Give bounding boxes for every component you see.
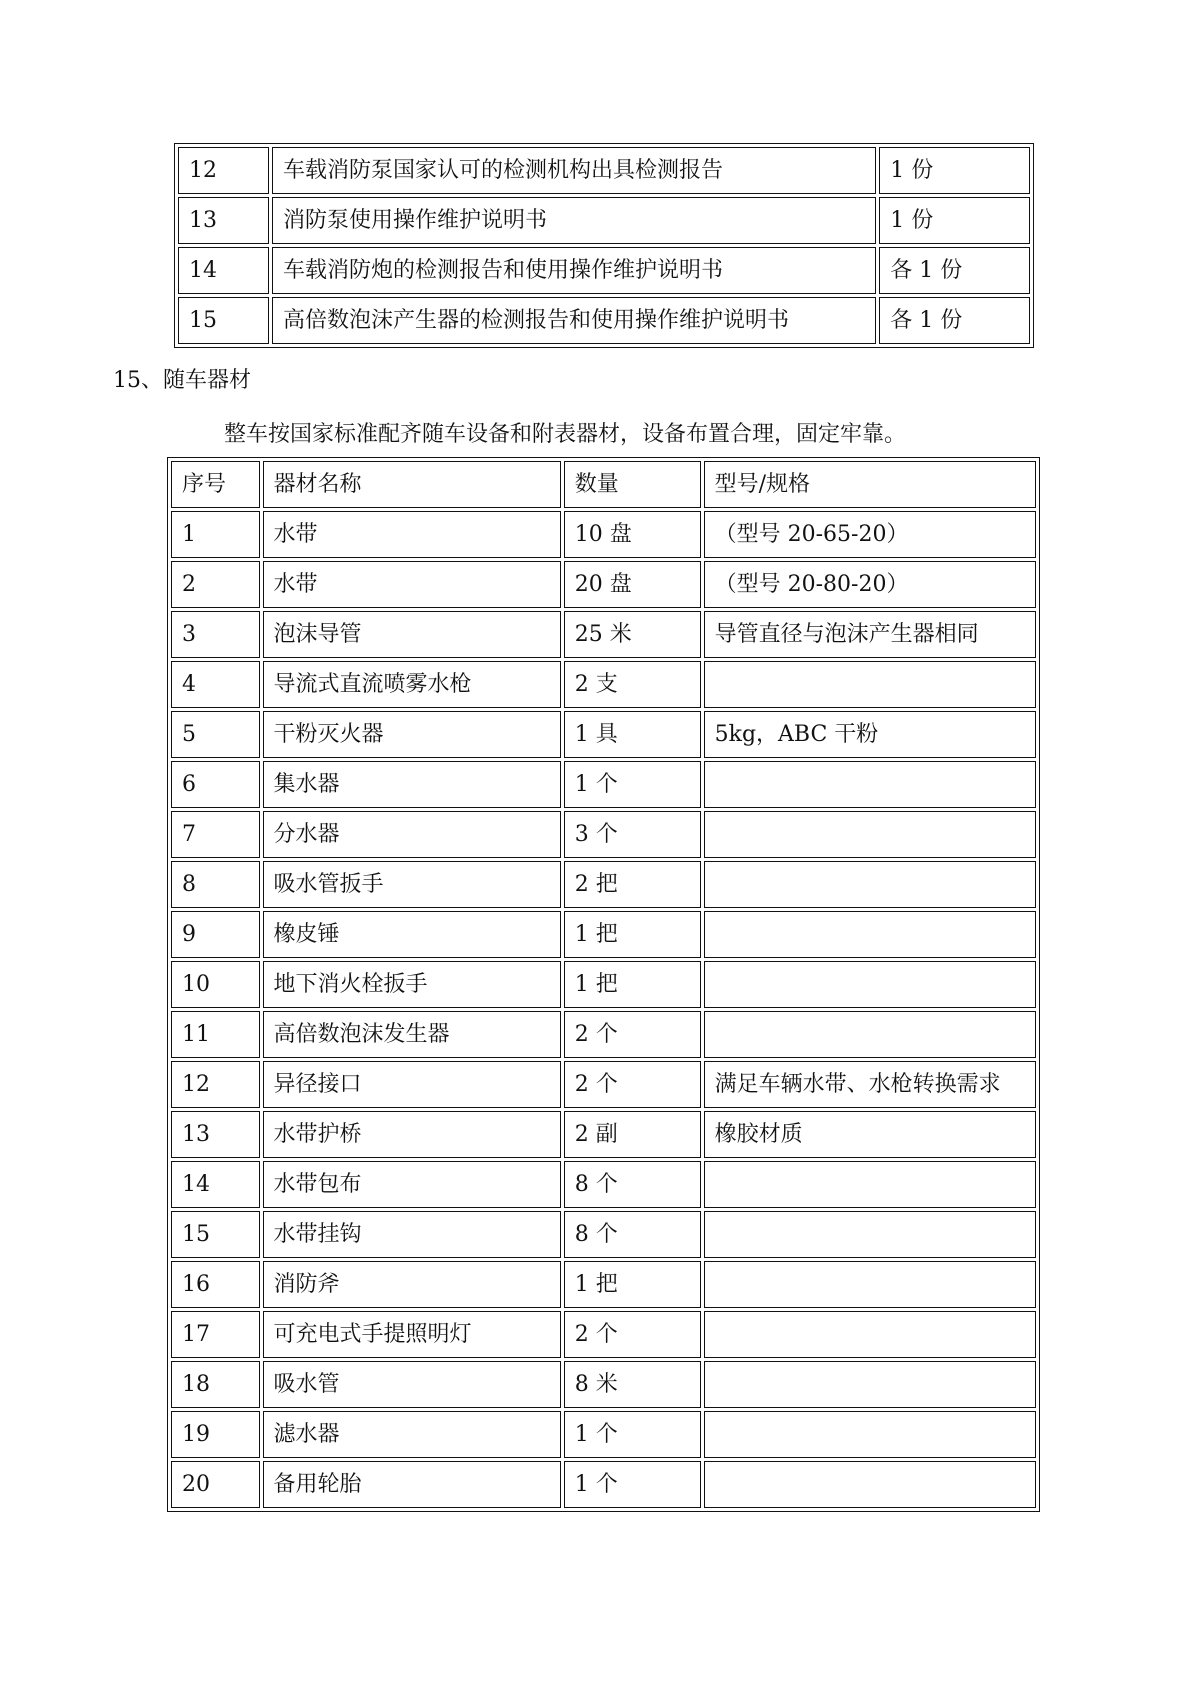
table-cell [704, 911, 1036, 958]
table-cell: 1 份 [879, 147, 1030, 194]
table-cell: 14 [178, 247, 269, 294]
table-cell: 导管直径与泡沫产生器相同 [704, 611, 1036, 658]
table-row [171, 811, 1036, 858]
table-cell: 橡胶材质 [704, 1111, 1036, 1158]
table-cell: 泡沫导管 [263, 611, 561, 658]
table-cell [704, 1311, 1036, 1358]
table-cell: 17 [171, 1311, 260, 1358]
table-cell: 1 把 [564, 911, 701, 958]
table-cell: 10 盘 [564, 511, 701, 558]
table-cell: 2 [171, 561, 260, 608]
table-cell: 吸水管 [263, 1361, 561, 1408]
table-row [171, 1061, 1036, 1108]
table-header-row [171, 461, 1036, 508]
table-cell: 3 个 [564, 811, 701, 858]
table-cell [704, 761, 1036, 808]
table-cell: 12 [171, 1061, 260, 1108]
table-cell: 1 把 [564, 1261, 701, 1308]
table-cell: 吸水管扳手 [263, 861, 561, 908]
table-cell: 集水器 [263, 761, 561, 808]
table-cell: 2 个 [564, 1011, 701, 1058]
table-cell: 5 [171, 711, 260, 758]
table-cell: 可充电式手提照明灯 [263, 1311, 561, 1358]
table-cell: 13 [171, 1111, 260, 1158]
table-cell: 19 [171, 1411, 260, 1458]
table-cell: 8 个 [564, 1211, 701, 1258]
table-cell: 18 [171, 1361, 260, 1408]
table-cell: 型号/规格 [704, 461, 1036, 508]
table-cell: 各 1 份 [879, 247, 1030, 294]
table-cell: 1 份 [879, 197, 1030, 244]
table-cell: 15 [178, 297, 269, 344]
table-cell: 8 米 [564, 1361, 701, 1408]
table-cell: 10 [171, 961, 260, 1008]
table-cell: 9 [171, 911, 260, 958]
table-cell [704, 1161, 1036, 1208]
section-heading: 15、随车器材 [113, 368, 251, 393]
table-cell: 高倍数泡沫产生器的检测报告和使用操作维护说明书 [272, 297, 876, 344]
table-cell: 5kg，ABC 干粉 [704, 711, 1036, 758]
table-cell: 6 [171, 761, 260, 808]
table-cell: 13 [178, 197, 269, 244]
table-cell [704, 661, 1036, 708]
table-cell [704, 1411, 1036, 1458]
table-cell: 2 支 [564, 661, 701, 708]
table-cell: 各 1 份 [879, 297, 1030, 344]
table-row [171, 1311, 1036, 1358]
table-cell: 地下消火栓扳手 [263, 961, 561, 1008]
table-row [178, 147, 1030, 194]
table-cell: 橡皮锤 [263, 911, 561, 958]
table-cell: 干粉灭火器 [263, 711, 561, 758]
table-row [171, 1211, 1036, 1258]
equipment-table-body [171, 461, 1036, 1508]
table-cell: 15 [171, 1211, 260, 1258]
document-list-body [178, 147, 1030, 344]
table-cell: 2 个 [564, 1061, 701, 1108]
table-cell: 消防斧 [263, 1261, 561, 1308]
table-row [171, 1161, 1036, 1208]
table-cell: 1 [171, 511, 260, 558]
table-cell: 4 [171, 661, 260, 708]
table-cell: 1 个 [564, 1461, 701, 1508]
table-cell: 数量 [564, 461, 701, 508]
table-cell: 异径接口 [263, 1061, 561, 1108]
table-row [178, 197, 1030, 244]
table-cell: 滤水器 [263, 1411, 561, 1458]
table-row [178, 247, 1030, 294]
table-cell [704, 811, 1036, 858]
table-cell: （型号 20-80-20） [704, 561, 1036, 608]
table-cell: 分水器 [263, 811, 561, 858]
table-cell [704, 1261, 1036, 1308]
table-row [171, 611, 1036, 658]
table-cell: 满足车辆水带、水枪转换需求 [704, 1061, 1036, 1108]
table-cell [704, 861, 1036, 908]
table-cell [704, 1361, 1036, 1408]
table-cell: 3 [171, 611, 260, 658]
table-cell: 高倍数泡沫发生器 [263, 1011, 561, 1058]
table-cell: 备用轮胎 [263, 1461, 561, 1508]
table-row [171, 1261, 1036, 1308]
table-row [171, 861, 1036, 908]
table-cell: 25 米 [564, 611, 701, 658]
table-cell: 14 [171, 1161, 260, 1208]
table-cell: 车载消防炮的检测报告和使用操作维护说明书 [272, 247, 876, 294]
table-cell: 1 把 [564, 961, 701, 1008]
table-cell: （型号 20-65-20） [704, 511, 1036, 558]
table-cell [704, 1461, 1036, 1508]
table-cell: 1 具 [564, 711, 701, 758]
table-row [171, 561, 1036, 608]
table-cell: 器材名称 [263, 461, 561, 508]
table-cell: 16 [171, 1261, 260, 1308]
table-cell [704, 961, 1036, 1008]
table-cell: 消防泵使用操作维护说明书 [272, 197, 876, 244]
equipment-table [167, 457, 1040, 1512]
table-row [171, 1111, 1036, 1158]
table-cell: 水带挂钩 [263, 1211, 561, 1258]
table-cell: 水带 [263, 511, 561, 558]
table-cell: 20 [171, 1461, 260, 1508]
table-row [171, 961, 1036, 1008]
table-row [171, 1011, 1036, 1058]
table-cell: 水带包布 [263, 1161, 561, 1208]
document-list-table [174, 143, 1034, 348]
table-cell: 水带护桥 [263, 1111, 561, 1158]
table-cell: 水带 [263, 561, 561, 608]
table-row [171, 1411, 1036, 1458]
table-row [171, 661, 1036, 708]
table-cell: 序号 [171, 461, 260, 508]
table-row [171, 1461, 1036, 1508]
table-cell: 8 [171, 861, 260, 908]
table-cell [704, 1211, 1036, 1258]
table-cell: 11 [171, 1011, 260, 1058]
table-cell: 1 个 [564, 761, 701, 808]
table-cell: 2 副 [564, 1111, 701, 1158]
table-cell: 车载消防泵国家认可的检测机构出具检测报告 [272, 147, 876, 194]
table-cell: 12 [178, 147, 269, 194]
table-cell: 2 个 [564, 1311, 701, 1358]
table-cell: 20 盘 [564, 561, 701, 608]
table-row [171, 511, 1036, 558]
table-row [171, 911, 1036, 958]
table-cell: 2 把 [564, 861, 701, 908]
table-cell: 1 个 [564, 1411, 701, 1458]
table-cell: 7 [171, 811, 260, 858]
table-row [171, 1361, 1036, 1408]
section-intro: 整车按国家标准配齐随车设备和附表器材，设备布置合理，固定牢靠。 [224, 422, 907, 447]
table-row [171, 711, 1036, 758]
table-row [178, 297, 1030, 344]
table-cell: 导流式直流喷雾水枪 [263, 661, 561, 708]
table-cell [704, 1011, 1036, 1058]
table-row [171, 761, 1036, 808]
table-cell: 8 个 [564, 1161, 701, 1208]
